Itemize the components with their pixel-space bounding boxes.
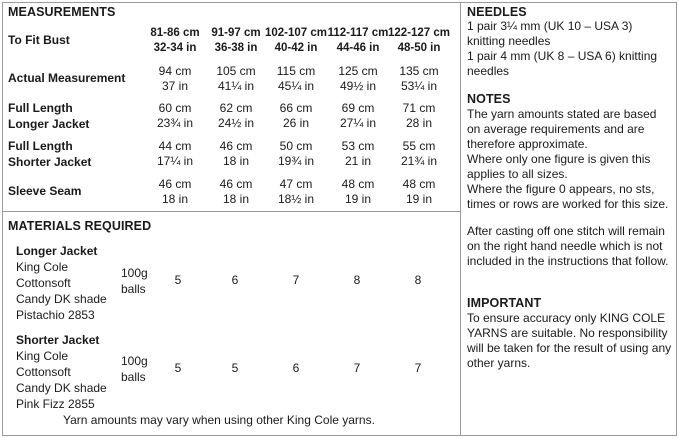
needles-text-1: 1 pair 3¼ mm (UK 10 – USA 3) knitting needles [467,19,633,48]
material-longer-unit-weight: 100g [121,266,148,280]
material-longer-line2: Cottonsoft [16,276,71,290]
shorter-s4-in: 21 in [344,154,372,168]
actual-s3-in: 45¼ in [277,79,315,93]
size-1-cm: 81-86 cm [150,27,200,39]
longer-s1-cm: 60 cm [158,101,192,115]
label-sleeve-seam: Sleeve Seam [8,184,82,198]
actual-s4-cm: 125 cm [338,64,378,78]
shorter-s3-in: 19¾ in [277,154,315,168]
section-divider [2,211,460,212]
measurements-heading: MEASUREMENTS [8,5,116,19]
material-longer-unit-balls: balls [121,282,146,296]
actual-s5-cm: 135 cm [399,64,439,78]
important-text: To ensure accuracy only KING COLE YARNS are suitable. No responsibility will be taken for the result of using any other yarns. [467,311,672,370]
sleeve-s4-cm: 48 cm [341,177,375,191]
longer-qty-s2: 6 [231,273,239,287]
label-actual-measurement: Actual Measurement [8,71,126,85]
longer-qty-s1: 5 [174,273,182,287]
longer-s4-cm: 69 cm [341,101,375,115]
longer-qty-s4: 8 [353,273,361,287]
actual-s3-cm: 115 cm [276,64,316,78]
column-divider [460,2,461,436]
needles-heading: NEEDLES [467,5,527,19]
actual-s4-in: 49½ in [339,79,377,93]
size-3-cm: 102-107 cm [264,27,328,39]
size-3-in: 40-42 in [274,42,318,54]
shorter-s5-in: 21¾ in [400,154,438,168]
sleeve-s2-cm: 46 cm [219,177,253,191]
material-longer-line3: Candy DK shade [16,292,107,306]
sleeve-s5-in: 19 in [405,192,433,206]
size-4-in: 44-46 in [336,42,380,54]
label-shorter-jacket: Shorter Jacket [8,155,92,169]
longer-s4-in: 27¼ in [339,116,377,130]
shorter-s2-in: 18 in [222,154,250,168]
material-shorter-unit-balls: balls [121,370,146,384]
longer-s5-in: 28 in [405,116,433,130]
size-5-in: 48-50 in [397,42,441,54]
longer-s3-cm: 66 cm [279,101,313,115]
material-shorter [16,332,107,412]
sleeve-s3-in: 18½ in [277,192,315,206]
shorter-qty-s5: 7 [414,361,422,375]
notes-paragraph-4: After casting off one stitch will remain on the right hand needle which is not included in the instructions that follow. [467,224,669,268]
shorter-qty-s3: 6 [292,361,300,375]
shorter-s1-in: 17¼ in [156,154,194,168]
shorter-s4-cm: 53 cm [341,139,375,153]
longer-s1-in: 23¾ in [156,116,194,130]
sleeve-s5-cm: 48 cm [402,177,436,191]
material-shorter-title: Shorter Jacket [16,333,100,347]
shorter-s3-cm: 50 cm [279,139,313,153]
sleeve-s3-cm: 47 cm [279,177,313,191]
shorter-qty-s1: 5 [174,361,182,375]
actual-s2-cm: 105 cm [216,64,256,78]
shorter-s5-cm: 55 cm [402,139,436,153]
longer-s5-cm: 71 cm [402,101,436,115]
shorter-s1-cm: 44 cm [158,139,192,153]
material-longer-line1: King Cole [16,260,69,274]
material-shorter-line1: King Cole [16,349,69,363]
size-1-in: 32-34 in [153,42,197,54]
longer-s2-in: 24½ in [217,116,255,130]
material-shorter-line4: Pink Fizz 2855 [16,397,95,411]
notes-paragraph-3: Where the figure 0 appears, no sts, times or rows are worked for this size. [467,182,669,211]
longer-s2-cm: 62 cm [219,101,253,115]
material-shorter-line2: Cottonsoft [16,365,71,379]
label-longer-jacket: Longer Jacket [8,117,90,131]
actual-s2-in: 41¼ in [217,79,255,93]
actual-s1-in: 37 in [161,79,189,93]
shorter-qty-s2: 5 [231,361,239,375]
sleeve-s4-in: 19 in [344,192,372,206]
label-full-length-shorter: Full Length [8,139,73,153]
actual-s5-in: 53¼ in [400,79,438,93]
label-full-length-longer: Full Length [8,101,73,115]
material-shorter-unit-weight: 100g [121,354,148,368]
material-longer-unit [121,265,148,297]
notes-paragraph-2: Where only one figure is given this applies to all sizes. [467,152,651,181]
sleeve-s1-cm: 46 cm [158,177,192,191]
sleeve-s2-in: 18 in [222,192,250,206]
important-heading: IMPORTANT [467,296,542,310]
actual-s1-cm: 94 cm [158,64,192,78]
material-shorter-line3: Candy DK shade [16,381,107,395]
longer-s3-in: 26 in [282,116,310,130]
size-5-cm: 122-127 cm [387,27,451,39]
material-longer-title: Longer Jacket [16,244,98,258]
label-to-fit-bust: To Fit Bust [8,33,70,47]
notes-heading: NOTES [467,92,511,106]
notes-paragraph-1: The yarn amounts stated are based on average requirements and are therefore approximate. [467,107,657,151]
needles-text-2: 1 pair 4 mm (UK 8 – USA 6) knitting needles [467,49,658,78]
size-4-cm: 112-117 cm [327,27,389,39]
materials-footnote: Yarn amounts may vary when using other King Cole yarns. [63,413,375,427]
sleeve-s1-in: 18 in [161,192,189,206]
materials-heading: MATERIALS REQUIRED [8,219,152,233]
longer-qty-s3: 7 [292,273,300,287]
shorter-s2-cm: 46 cm [219,139,253,153]
material-longer-line4: Pistachio 2853 [16,308,95,322]
shorter-qty-s4: 7 [353,361,361,375]
material-longer [16,243,107,323]
size-2-in: 36-38 in [214,42,258,54]
material-shorter-unit [121,353,148,385]
size-2-cm: 91-97 cm [211,27,261,39]
longer-qty-s5: 8 [414,273,422,287]
